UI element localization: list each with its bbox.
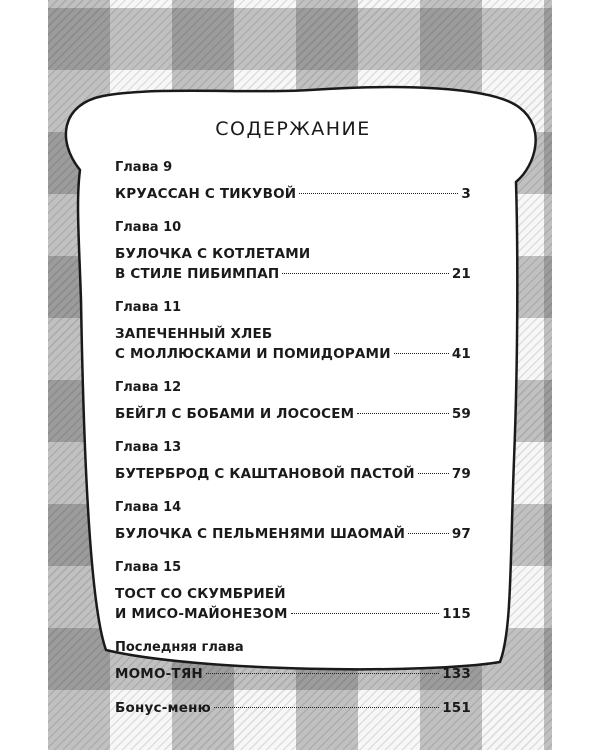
toc-entry [115,298,471,364]
entry-title: БУТЕРБРОД С КАШТАНОВОЙ ПАСТОЙ [115,466,415,482]
toc-line [115,184,471,204]
toc-title: СОДЕРЖАНИЕ [215,118,371,140]
entry-title: БЕЙГЛ С БОБАМИ И ЛОСОСЕМ [115,406,355,422]
toc-line [115,464,471,484]
page-number: 115 [442,606,471,622]
entry-title: КРУАССАН С ТИКУВОЙ [115,186,297,202]
dot-leader [408,533,449,534]
page-number: 79 [451,466,471,482]
toc-entry [115,698,471,718]
entry-title: И МИСО-МАЙОНЕЗОМ [115,606,288,622]
page-number: 133 [442,666,471,682]
entry-title: С МОЛЛЮСКАМИ И ПОМИДОРАМИ [115,346,391,362]
page-number: 97 [451,526,471,542]
toc-list [115,158,471,718]
toc-entry [115,438,471,484]
entry-title: Бонус-меню [115,700,211,716]
chapter-label: Глава 11 [115,300,182,315]
toc-entry [115,218,471,284]
chapter-label: Глава 10 [115,220,182,235]
dot-leader [418,473,449,474]
dot-leader [214,707,439,708]
entry-title: В СТИЛЕ ПИБИМПАП [115,266,280,282]
toc-line [115,604,471,624]
chapter-label: Глава 14 [115,500,182,515]
dot-leader [394,353,449,354]
dot-leader [206,673,439,674]
entry-title: БУЛОЧКА С ПЕЛЬМЕНЯМИ ШАОМАЙ [115,526,406,542]
toc-line [115,344,471,364]
toc-entry [115,378,471,424]
dot-leader [291,613,440,614]
toc-entry [115,638,471,684]
toc-entry [115,158,471,204]
toc-line [115,698,471,718]
toc-line [115,404,471,424]
chapter-label: Глава 12 [115,380,182,395]
chapter-label: Глава 13 [115,440,182,455]
entry-title: ТОСТ СО СКУМБРИЕЙ [115,586,286,602]
dot-leader [357,413,449,414]
entry-title: МОМО-ТЯН [115,666,203,682]
chapter-label: Глава 15 [115,560,182,575]
entry-title: ЗАПЕЧЕННЫЙ ХЛЕБ [115,326,273,342]
entry-title: БУЛОЧКА С КОТЛЕТАМИ [115,246,311,262]
toc-entry [115,498,471,544]
page-number: 21 [451,266,471,282]
dot-leader [282,273,448,274]
page-number: 151 [442,700,471,716]
toc-line [115,524,471,544]
page-number: 59 [451,406,471,422]
toc-line [115,324,471,344]
toc-line [115,244,471,264]
toc-line [115,584,471,604]
table-of-contents [115,118,471,732]
dot-leader [299,193,458,194]
page-number: 3 [461,186,471,202]
chapter-label: Глава 9 [115,160,173,175]
toc-entry [115,558,471,624]
page-number: 41 [451,346,471,362]
toc-line [115,264,471,284]
chapter-label: Последняя глава [115,640,244,655]
toc-line [115,664,471,684]
